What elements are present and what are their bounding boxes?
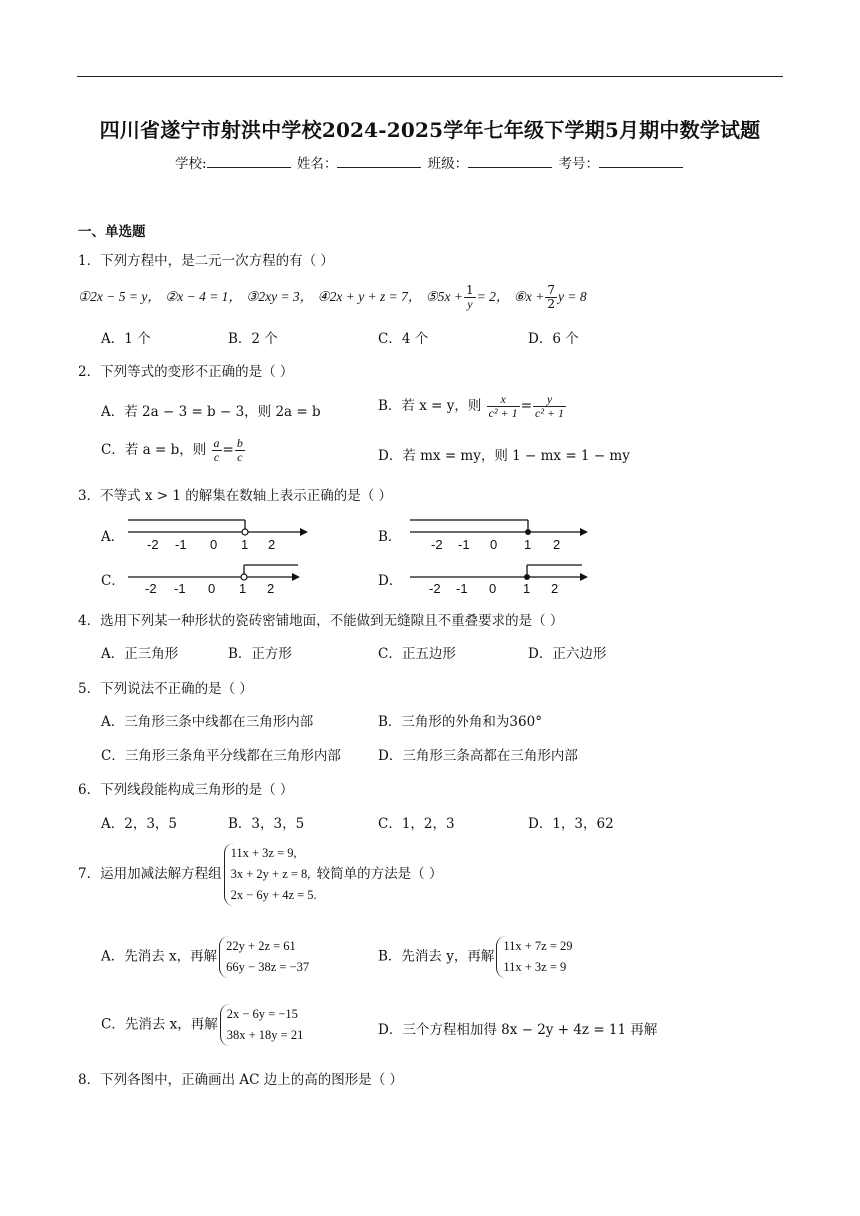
section-heading: 一、单选题: [78, 224, 146, 240]
q5-option-b[interactable]: B．三角形的外角和为360°: [378, 714, 542, 730]
q1-stem: 1．下列方程中，是二元一次方程的有（ ）: [78, 253, 334, 269]
q3-option-b-label[interactable]: B．: [378, 529, 402, 545]
svg-text:-1: -1: [456, 581, 468, 596]
q2-stem: 2．下列等式的变形不正确的是（ ）: [78, 364, 294, 380]
q3-number-line-a[interactable]: [118, 515, 308, 555]
header-rule: [77, 76, 783, 77]
q3-number-line-b[interactable]: [404, 515, 594, 555]
q5-option-a[interactable]: A．三角形三条中线都在三角形内部: [101, 714, 314, 730]
q1-eq2: ②x − 4 = 1，: [165, 289, 242, 304]
q1-eq5-fraction: $\frac{1}{y}$: [466, 283, 474, 311]
q3-number-line-c[interactable]: [118, 560, 308, 600]
q6-option-c[interactable]: C．1，2，3: [378, 816, 455, 832]
svg-text:0: 0: [208, 581, 216, 596]
q1-option-b[interactable]: B．2 个: [228, 331, 278, 347]
svg-text:2: 2: [553, 537, 561, 552]
q3-number-line-d[interactable]: [404, 560, 594, 600]
q1-eq6-fraction: $\frac{7}{2}$: [547, 283, 555, 311]
info-class-label: 班级：: [427, 156, 469, 172]
info-school-blank[interactable]: [207, 153, 291, 168]
q5-stem: 5．下列说法不正确的是（ ）: [78, 681, 253, 697]
q2-option-b[interactable]: B．若 x = y，则 $\frac{x}{\text{c² + 1}}$ = $\frac{y}{\text{c² + 1}}$: [378, 392, 565, 420]
q1-eq6-left: ⑥x +: [513, 289, 545, 304]
info-class-blank[interactable]: [468, 153, 552, 168]
svg-text:-2: -2: [145, 581, 157, 596]
svg-text:-2: -2: [147, 537, 159, 552]
open-circle-icon: [242, 529, 248, 535]
q7-stem: [78, 843, 442, 906]
q7-system: 11x + 3z = 9, 3x + 2y + z = 8, 2x − 6y + 4z = 5.: [224, 843, 317, 906]
q1-eq5-left: ⑤5x +: [425, 289, 464, 304]
svg-text:1: 1: [524, 537, 532, 552]
q5-option-c[interactable]: C．三角形三条角平分线都在三角形内部: [101, 748, 341, 764]
q1-option-c[interactable]: C．4 个: [378, 331, 429, 347]
svg-text:2: 2: [267, 581, 275, 596]
closed-circle-icon: [525, 529, 531, 535]
open-circle-icon: [241, 574, 247, 580]
svg-text:-2: -2: [429, 581, 441, 596]
svg-text:-1: -1: [174, 581, 186, 596]
q7-option-a[interactable]: A．先消去 x，再解 22y + 2z = 61 66y − 38z = −37: [101, 936, 309, 978]
q6-option-d[interactable]: D．1，3，62: [528, 816, 614, 832]
q8-stem: 8．下列各图中，正确画出 AC 边上的高的图形是（ ）: [78, 1072, 404, 1088]
q6-stem: 6．下列线段能构成三角形的是（ ）: [78, 782, 294, 798]
q2-option-a[interactable]: A．若 2a − 3 = b − 3，则 2a = b: [101, 404, 321, 420]
q7-option-b[interactable]: B．先消去 y，再解 11x + 7z = 29 11x + 3z = 9: [378, 936, 573, 978]
q3-option-c-label[interactable]: C．: [101, 573, 125, 589]
closed-circle-icon: [524, 574, 530, 580]
q1-eq5-right: = 2，: [476, 289, 510, 304]
q4-stem: 4．选用下列某一种形状的瓷砖密铺地面，不能做到无缝隙且不重叠要求的是（ ）: [78, 613, 564, 629]
svg-text:-1: -1: [175, 537, 187, 552]
svg-text:0: 0: [489, 581, 497, 596]
page-title: 四川省遂宁市射洪中学校2024-2025学年七年级下学期5月期中数学试题: [99, 118, 761, 142]
svg-text:2: 2: [268, 537, 276, 552]
q1-option-d[interactable]: D．6 个: [528, 331, 579, 347]
svg-text:1: 1: [523, 581, 531, 596]
q2-option-d[interactable]: D．若 mx = my，则 1 − mx = 1 − my: [378, 448, 630, 464]
q4-option-d[interactable]: D．正六边形: [528, 646, 607, 662]
q4-option-a[interactable]: A．正三角形: [101, 646, 179, 662]
svg-text:1: 1: [239, 581, 247, 596]
svg-text:0: 0: [490, 537, 498, 552]
q1-equations: [78, 284, 587, 311]
svg-text:-1: -1: [458, 537, 470, 552]
q1-eq4: ④2x + y + z = 7，: [317, 289, 422, 304]
svg-text:-2: -2: [431, 537, 443, 552]
q7-stem-pre: 7．运用加减法解方程组: [78, 866, 222, 882]
q7-option-d[interactable]: D．三个方程相加得 8x − 2y + 4z = 11 再解: [378, 1022, 658, 1038]
svg-text:1: 1: [241, 537, 249, 552]
q2-option-c[interactable]: C．若 a = b，则 $\frac{a}{c}$ = $\frac{b}{c}$: [101, 436, 243, 464]
info-name-blank[interactable]: [337, 153, 421, 168]
info-number-label: 考号：: [558, 156, 599, 172]
q7-option-c[interactable]: C．先消去 x，再解 2x − 6y = −15 38x + 18y = 21: [101, 1004, 303, 1046]
q1-eq3: ③2xy = 3，: [246, 289, 314, 304]
q6-option-a[interactable]: A．2，3，5: [101, 816, 178, 832]
svg-text:0: 0: [210, 537, 218, 552]
q4-option-b[interactable]: B．正方形: [228, 646, 292, 662]
q1-eq6-right: y = 8: [557, 289, 587, 304]
info-name-label: 姓名：: [296, 156, 338, 172]
q5-option-d[interactable]: D．三角形三条高都在三角形内部: [378, 748, 578, 764]
q7-stem-post: 较简单的方法是（ ）: [316, 866, 443, 882]
q6-option-b[interactable]: B．3，3，5: [228, 816, 305, 832]
q1-option-a[interactable]: A．1 个: [101, 331, 151, 347]
q3-option-a-label[interactable]: A．: [101, 529, 125, 545]
q3-stem: 3．不等式 x > 1 的解集在数轴上表示正确的是（ ）: [78, 488, 393, 504]
q4-option-c[interactable]: C．正五边形: [378, 646, 456, 662]
student-info-line: [0, 152, 860, 172]
q3-option-d-label[interactable]: D．: [378, 573, 403, 589]
svg-text:2: 2: [551, 581, 559, 596]
info-number-blank[interactable]: [599, 153, 683, 168]
info-school-label: 学校:: [175, 156, 207, 172]
q1-eq1: ①2x − 5 = y，: [78, 289, 161, 304]
